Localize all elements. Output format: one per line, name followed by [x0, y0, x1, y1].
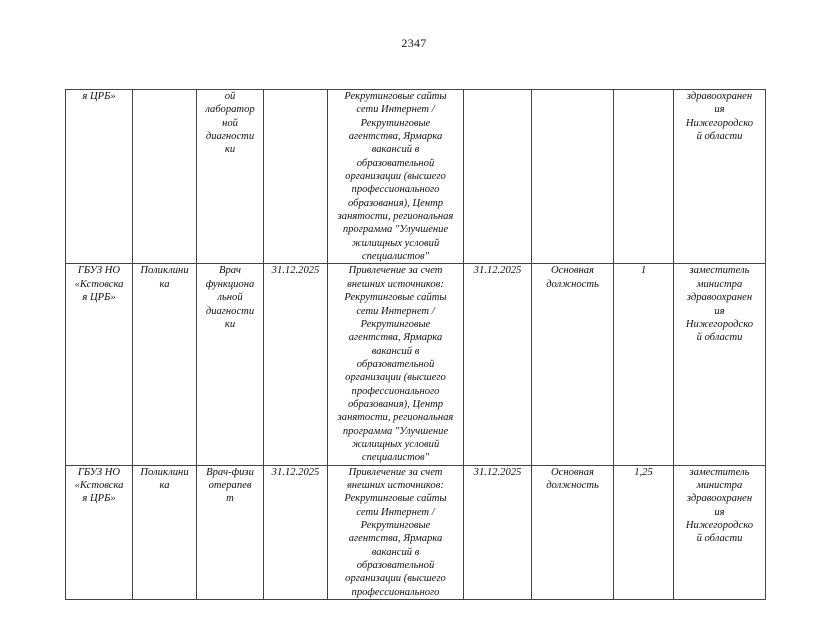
cell-responsible: заместитель министра здравоохранен ия Нижегородско й области [674, 465, 766, 599]
cell-deadline-date: 31.12.2025 [264, 264, 328, 465]
cell-department: Поликлини ка [133, 465, 197, 599]
cell-recruitment-sources: Рекрутинговые сайты сети Интернет / Рекрутинговые агентства, Ярмарка вакансий в образовательной организации (высшего профессионального образования), Центр занятости, региональная программа "Улучшение жилищных условий специалистов" [328, 90, 464, 264]
cell-hire-date: 31.12.2025 [464, 264, 532, 465]
cell-position: Врач-физи отерапев т [197, 465, 264, 599]
cell-responsible: здравоохранен ия Нижегородско й области [674, 90, 766, 264]
cell-recruitment-sources: Привлечение за счет внешних источников: Рекрутинговые сайты сети Интернет / Рекрутинговые агентства, Ярмарка вакансий в образовательной организации (высшего профессионального образования), Центр занятости, региональная программа "Улучшение жилищных условий специалистов" [328, 264, 464, 465]
cell-department: Поликлини ка [133, 264, 197, 465]
table-row [66, 264, 766, 465]
cell-deadline-date [264, 90, 328, 264]
cell-employment-type: Основная должность [532, 264, 614, 465]
cell-organization: ГБУЗ НО «Кстовска я ЦРБ» [66, 264, 133, 465]
table-row [66, 465, 766, 599]
cell-position: Врач функциона льной диагности ки [197, 264, 264, 465]
cell-hire-date [464, 90, 532, 264]
cell-organization: я ЦРБ» [66, 90, 133, 264]
page-number: 2347 [401, 36, 427, 50]
cell-position: ой лаборатор ной диагности ки [197, 90, 264, 264]
cell-recruitment-sources: Привлечение за счет внешних источников: Рекрутинговые сайты сети Интернет / Рекрутинговые агентства, Ярмарка вакансий в образовательной организации (высшего профессионального [328, 465, 464, 599]
cell-employment-type: Основная должность [532, 465, 614, 599]
vacancy-table [65, 89, 766, 600]
cell-department [133, 90, 197, 264]
cell-deadline-date: 31.12.2025 [264, 465, 328, 599]
cell-rate: 1,25 [614, 465, 674, 599]
cell-employment-type [532, 90, 614, 264]
cell-rate: 1 [614, 264, 674, 465]
cell-responsible: заместитель министра здравоохранен ия Нижегородско й области [674, 264, 766, 465]
cell-hire-date: 31.12.2025 [464, 465, 532, 599]
cell-rate [614, 90, 674, 264]
cell-organization: ГБУЗ НО «Кстовска я ЦРБ» [66, 465, 133, 599]
table-row [66, 90, 766, 264]
